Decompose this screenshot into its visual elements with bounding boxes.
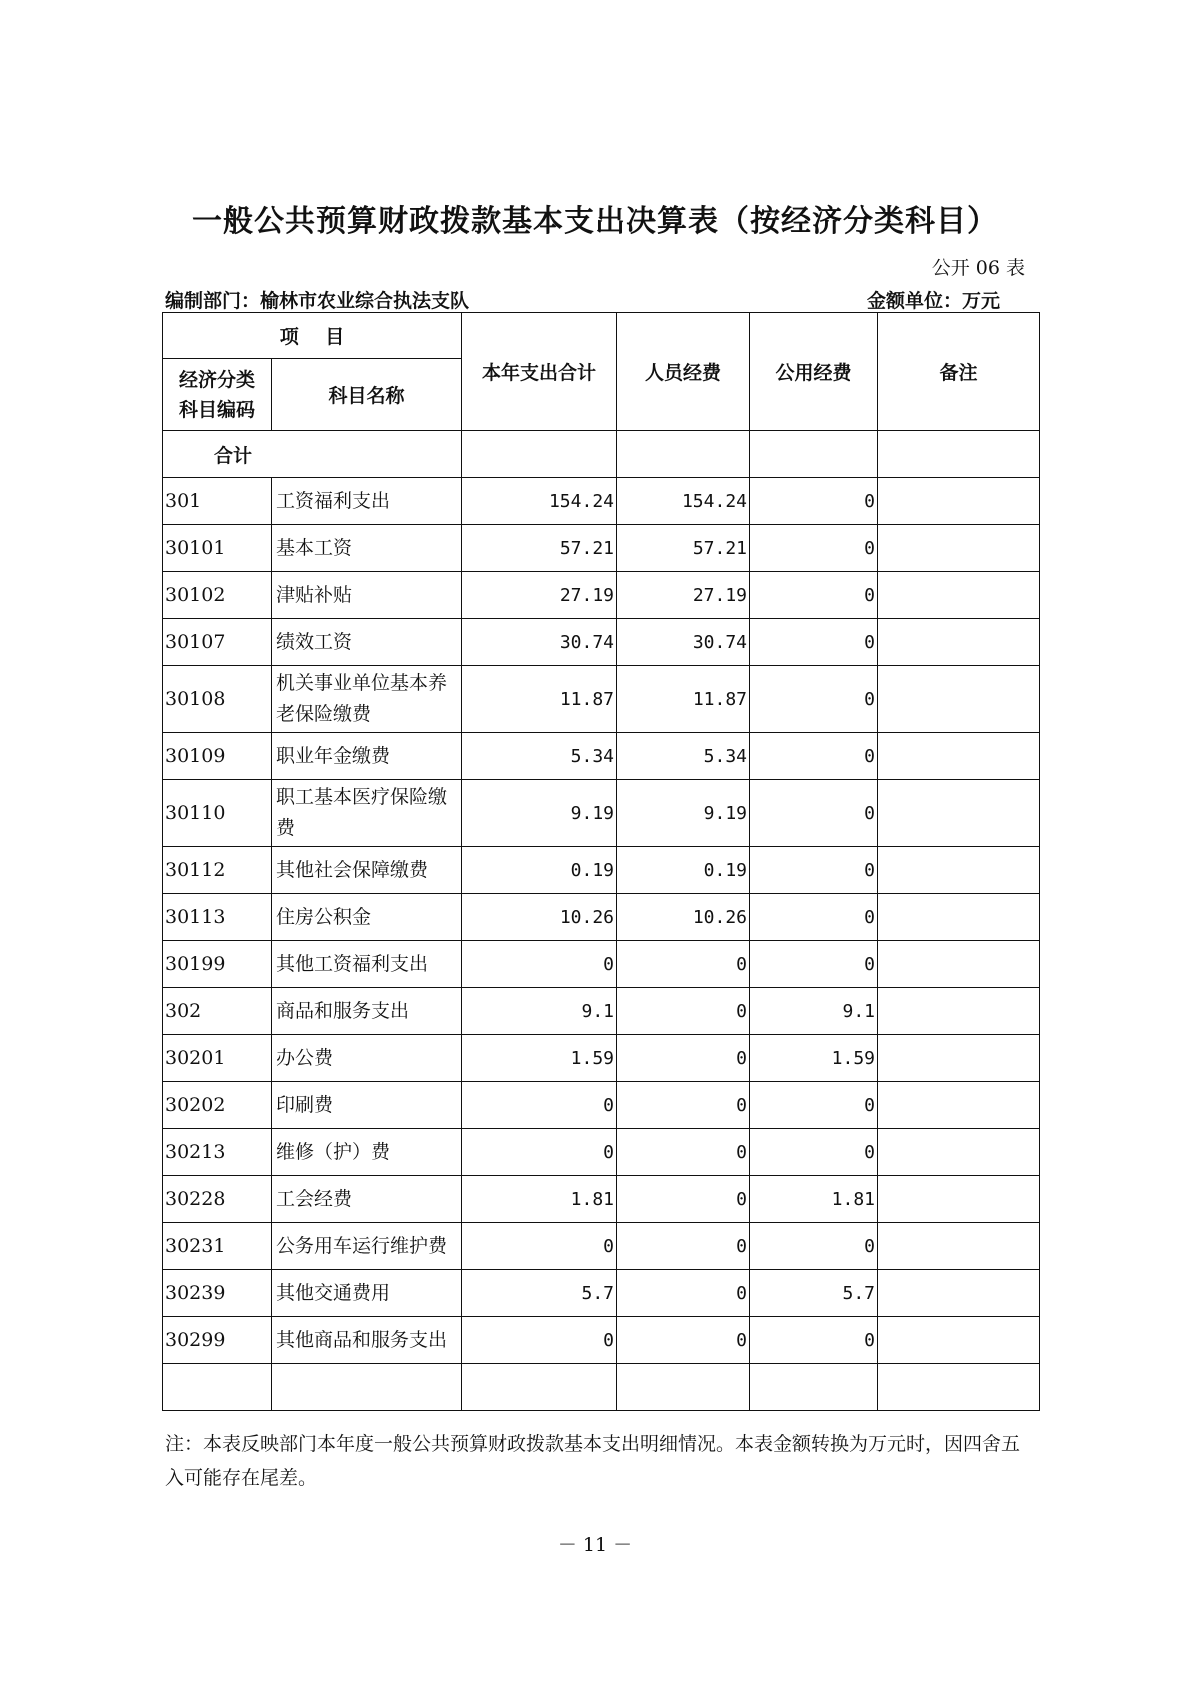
- cell-name: 住房公积金: [272, 894, 462, 941]
- cell-code: 30109: [163, 733, 272, 780]
- cell-total: 57.21: [462, 525, 617, 572]
- cell-total: 5.7: [462, 1270, 617, 1317]
- cell-code: 30199: [163, 941, 272, 988]
- department-label: 编制部门：榆林市农业综合执法支队: [165, 290, 470, 312]
- cell-public: 0: [750, 1082, 878, 1129]
- cell-public: 0: [750, 619, 878, 666]
- table-id: 公开 06 表: [931, 257, 1025, 279]
- cell-remark: [878, 988, 1040, 1035]
- cell-personnel: 9.19: [617, 780, 750, 847]
- header-personnel: 人员经费: [617, 313, 750, 431]
- cell-remark: [878, 1035, 1040, 1082]
- table-row: [163, 478, 1040, 525]
- cell-public: 1.81: [750, 1176, 878, 1223]
- footnote: 注：本表反映部门本年度一般公共预算财政拨款基本支出明细情况。本表金额转换为万元时，因四舍五入可能存在尾差。: [165, 1433, 1021, 1489]
- cell-personnel: 30.74: [617, 619, 750, 666]
- table-row: [163, 1082, 1040, 1129]
- table-row: [163, 1270, 1040, 1317]
- empty-cell: [617, 1364, 750, 1411]
- cell-name: 其他工资福利支出: [272, 941, 462, 988]
- page-number: － 11 －: [557, 1534, 633, 1556]
- cell-code: 30110: [163, 780, 272, 847]
- cell-name: 职工基本医疗保险缴费: [272, 780, 462, 847]
- cell-public: 0: [750, 525, 878, 572]
- cell-remark: [878, 1317, 1040, 1364]
- header-total: 本年支出合计: [462, 313, 617, 431]
- cell-name: 维修（护）费: [272, 1129, 462, 1176]
- cell-name: 印刷费: [272, 1082, 462, 1129]
- cell-personnel: 27.19: [617, 572, 750, 619]
- table-row: [163, 847, 1040, 894]
- cell-code: 30213: [163, 1129, 272, 1176]
- table-row: [163, 733, 1040, 780]
- cell-personnel: 0: [617, 1223, 750, 1270]
- table-row: [163, 941, 1040, 988]
- cell-public: 0: [750, 1317, 878, 1364]
- cell-remark: [878, 478, 1040, 525]
- cell-remark: [878, 780, 1040, 847]
- cell-total: 30.74: [462, 619, 617, 666]
- total-row-label: 合计: [163, 431, 462, 478]
- empty-cell: [163, 1364, 272, 1411]
- cell-personnel: 5.34: [617, 733, 750, 780]
- cell-public: 0: [750, 666, 878, 733]
- cell-name: 职业年金缴费: [272, 733, 462, 780]
- cell-remark: [878, 733, 1040, 780]
- header-remark: 备注: [878, 313, 1040, 431]
- total-row-personnel: [617, 431, 750, 478]
- cell-total: 0: [462, 1317, 617, 1364]
- cell-name: 商品和服务支出: [272, 988, 462, 1035]
- cell-name: 其他商品和服务支出: [272, 1317, 462, 1364]
- table-row: [163, 1035, 1040, 1082]
- table-row: [163, 525, 1040, 572]
- table-row: [163, 619, 1040, 666]
- cell-personnel: 11.87: [617, 666, 750, 733]
- cell-total: 27.19: [462, 572, 617, 619]
- cell-total: 0: [462, 941, 617, 988]
- cell-personnel: 10.26: [617, 894, 750, 941]
- cell-name: 其他交通费用: [272, 1270, 462, 1317]
- cell-code: 30108: [163, 666, 272, 733]
- cell-remark: [878, 941, 1040, 988]
- cell-code: 30102: [163, 572, 272, 619]
- cell-total: 0: [462, 1129, 617, 1176]
- cell-personnel: 0: [617, 1129, 750, 1176]
- cell-personnel: 0: [617, 1317, 750, 1364]
- table-row: [163, 988, 1040, 1035]
- cell-total: 0: [462, 1223, 617, 1270]
- cell-public: 0: [750, 1223, 878, 1270]
- cell-code: 301: [163, 478, 272, 525]
- cell-personnel: 0: [617, 1176, 750, 1223]
- cell-remark: [878, 572, 1040, 619]
- cell-remark: [878, 1223, 1040, 1270]
- cell-code: 30228: [163, 1176, 272, 1223]
- header-code: 经济分类 科目编码: [163, 359, 272, 431]
- cell-remark: [878, 894, 1040, 941]
- cell-total: 11.87: [462, 666, 617, 733]
- empty-cell: [272, 1364, 462, 1411]
- cell-total: 1.81: [462, 1176, 617, 1223]
- total-row: [163, 431, 1040, 478]
- cell-personnel: 0: [617, 1035, 750, 1082]
- cell-public: 0: [750, 478, 878, 525]
- cell-name: 公务用车运行维护费: [272, 1223, 462, 1270]
- empty-cell: [462, 1364, 617, 1411]
- cell-public: 0: [750, 780, 878, 847]
- cell-personnel: 154.24: [617, 478, 750, 525]
- cell-remark: [878, 1176, 1040, 1223]
- cell-personnel: 0: [617, 941, 750, 988]
- cell-code: 30112: [163, 847, 272, 894]
- cell-code: 302: [163, 988, 272, 1035]
- expenditure-table: [162, 312, 1040, 1411]
- unit-label: 金额单位：万元: [866, 290, 1000, 312]
- cell-name: 办公费: [272, 1035, 462, 1082]
- cell-personnel: 0: [617, 1082, 750, 1129]
- table-row: [163, 1317, 1040, 1364]
- total-row-remark: [878, 431, 1040, 478]
- cell-remark: [878, 666, 1040, 733]
- cell-code: 30201: [163, 1035, 272, 1082]
- header-public: 公用经费: [750, 313, 878, 431]
- cell-public: 0: [750, 847, 878, 894]
- cell-code: 30202: [163, 1082, 272, 1129]
- cell-remark: [878, 847, 1040, 894]
- cell-personnel: 57.21: [617, 525, 750, 572]
- header-name: 科目名称: [272, 359, 462, 431]
- cell-code: 30101: [163, 525, 272, 572]
- cell-name: 绩效工资: [272, 619, 462, 666]
- cell-code: 30299: [163, 1317, 272, 1364]
- cell-total: 154.24: [462, 478, 617, 525]
- cell-public: 5.7: [750, 1270, 878, 1317]
- cell-code: 30113: [163, 894, 272, 941]
- table-row: [163, 1129, 1040, 1176]
- cell-total: 9.19: [462, 780, 617, 847]
- table-row: [163, 666, 1040, 733]
- cell-total: 1.59: [462, 1035, 617, 1082]
- cell-name: 津贴补贴: [272, 572, 462, 619]
- cell-public: 1.59: [750, 1035, 878, 1082]
- cell-total: 5.34: [462, 733, 617, 780]
- cell-public: 9.1: [750, 988, 878, 1035]
- cell-public: 0: [750, 733, 878, 780]
- cell-name: 其他社会保障缴费: [272, 847, 462, 894]
- cell-total: 10.26: [462, 894, 617, 941]
- cell-total: 0.19: [462, 847, 617, 894]
- empty-cell: [750, 1364, 878, 1411]
- cell-public: 0: [750, 894, 878, 941]
- table-row: [163, 572, 1040, 619]
- cell-public: 0: [750, 1129, 878, 1176]
- cell-name: 基本工资: [272, 525, 462, 572]
- table-row: [163, 1223, 1040, 1270]
- cell-personnel: 0: [617, 988, 750, 1035]
- page-title: 一般公共预算财政拨款基本支出决算表（按经济分类科目）: [192, 204, 998, 239]
- cell-public: 0: [750, 572, 878, 619]
- cell-remark: [878, 1129, 1040, 1176]
- cell-remark: [878, 1270, 1040, 1317]
- header-item: 项 目: [163, 313, 462, 359]
- cell-code: 30231: [163, 1223, 272, 1270]
- total-row-public: [750, 431, 878, 478]
- table-row: [163, 1176, 1040, 1223]
- total-row-total: [462, 431, 617, 478]
- cell-total: 9.1: [462, 988, 617, 1035]
- table-row: [163, 780, 1040, 847]
- empty-cell: [878, 1364, 1040, 1411]
- empty-row: [163, 1364, 1040, 1411]
- cell-personnel: 0.19: [617, 847, 750, 894]
- cell-code: 30239: [163, 1270, 272, 1317]
- cell-total: 0: [462, 1082, 617, 1129]
- cell-name: 机关事业单位基本养老保险缴费: [272, 666, 462, 733]
- cell-public: 0: [750, 941, 878, 988]
- cell-remark: [878, 525, 1040, 572]
- cell-name: 工资福利支出: [272, 478, 462, 525]
- cell-code: 30107: [163, 619, 272, 666]
- table-row: [163, 894, 1040, 941]
- cell-personnel: 0: [617, 1270, 750, 1317]
- cell-remark: [878, 619, 1040, 666]
- cell-remark: [878, 1082, 1040, 1129]
- cell-name: 工会经费: [272, 1176, 462, 1223]
